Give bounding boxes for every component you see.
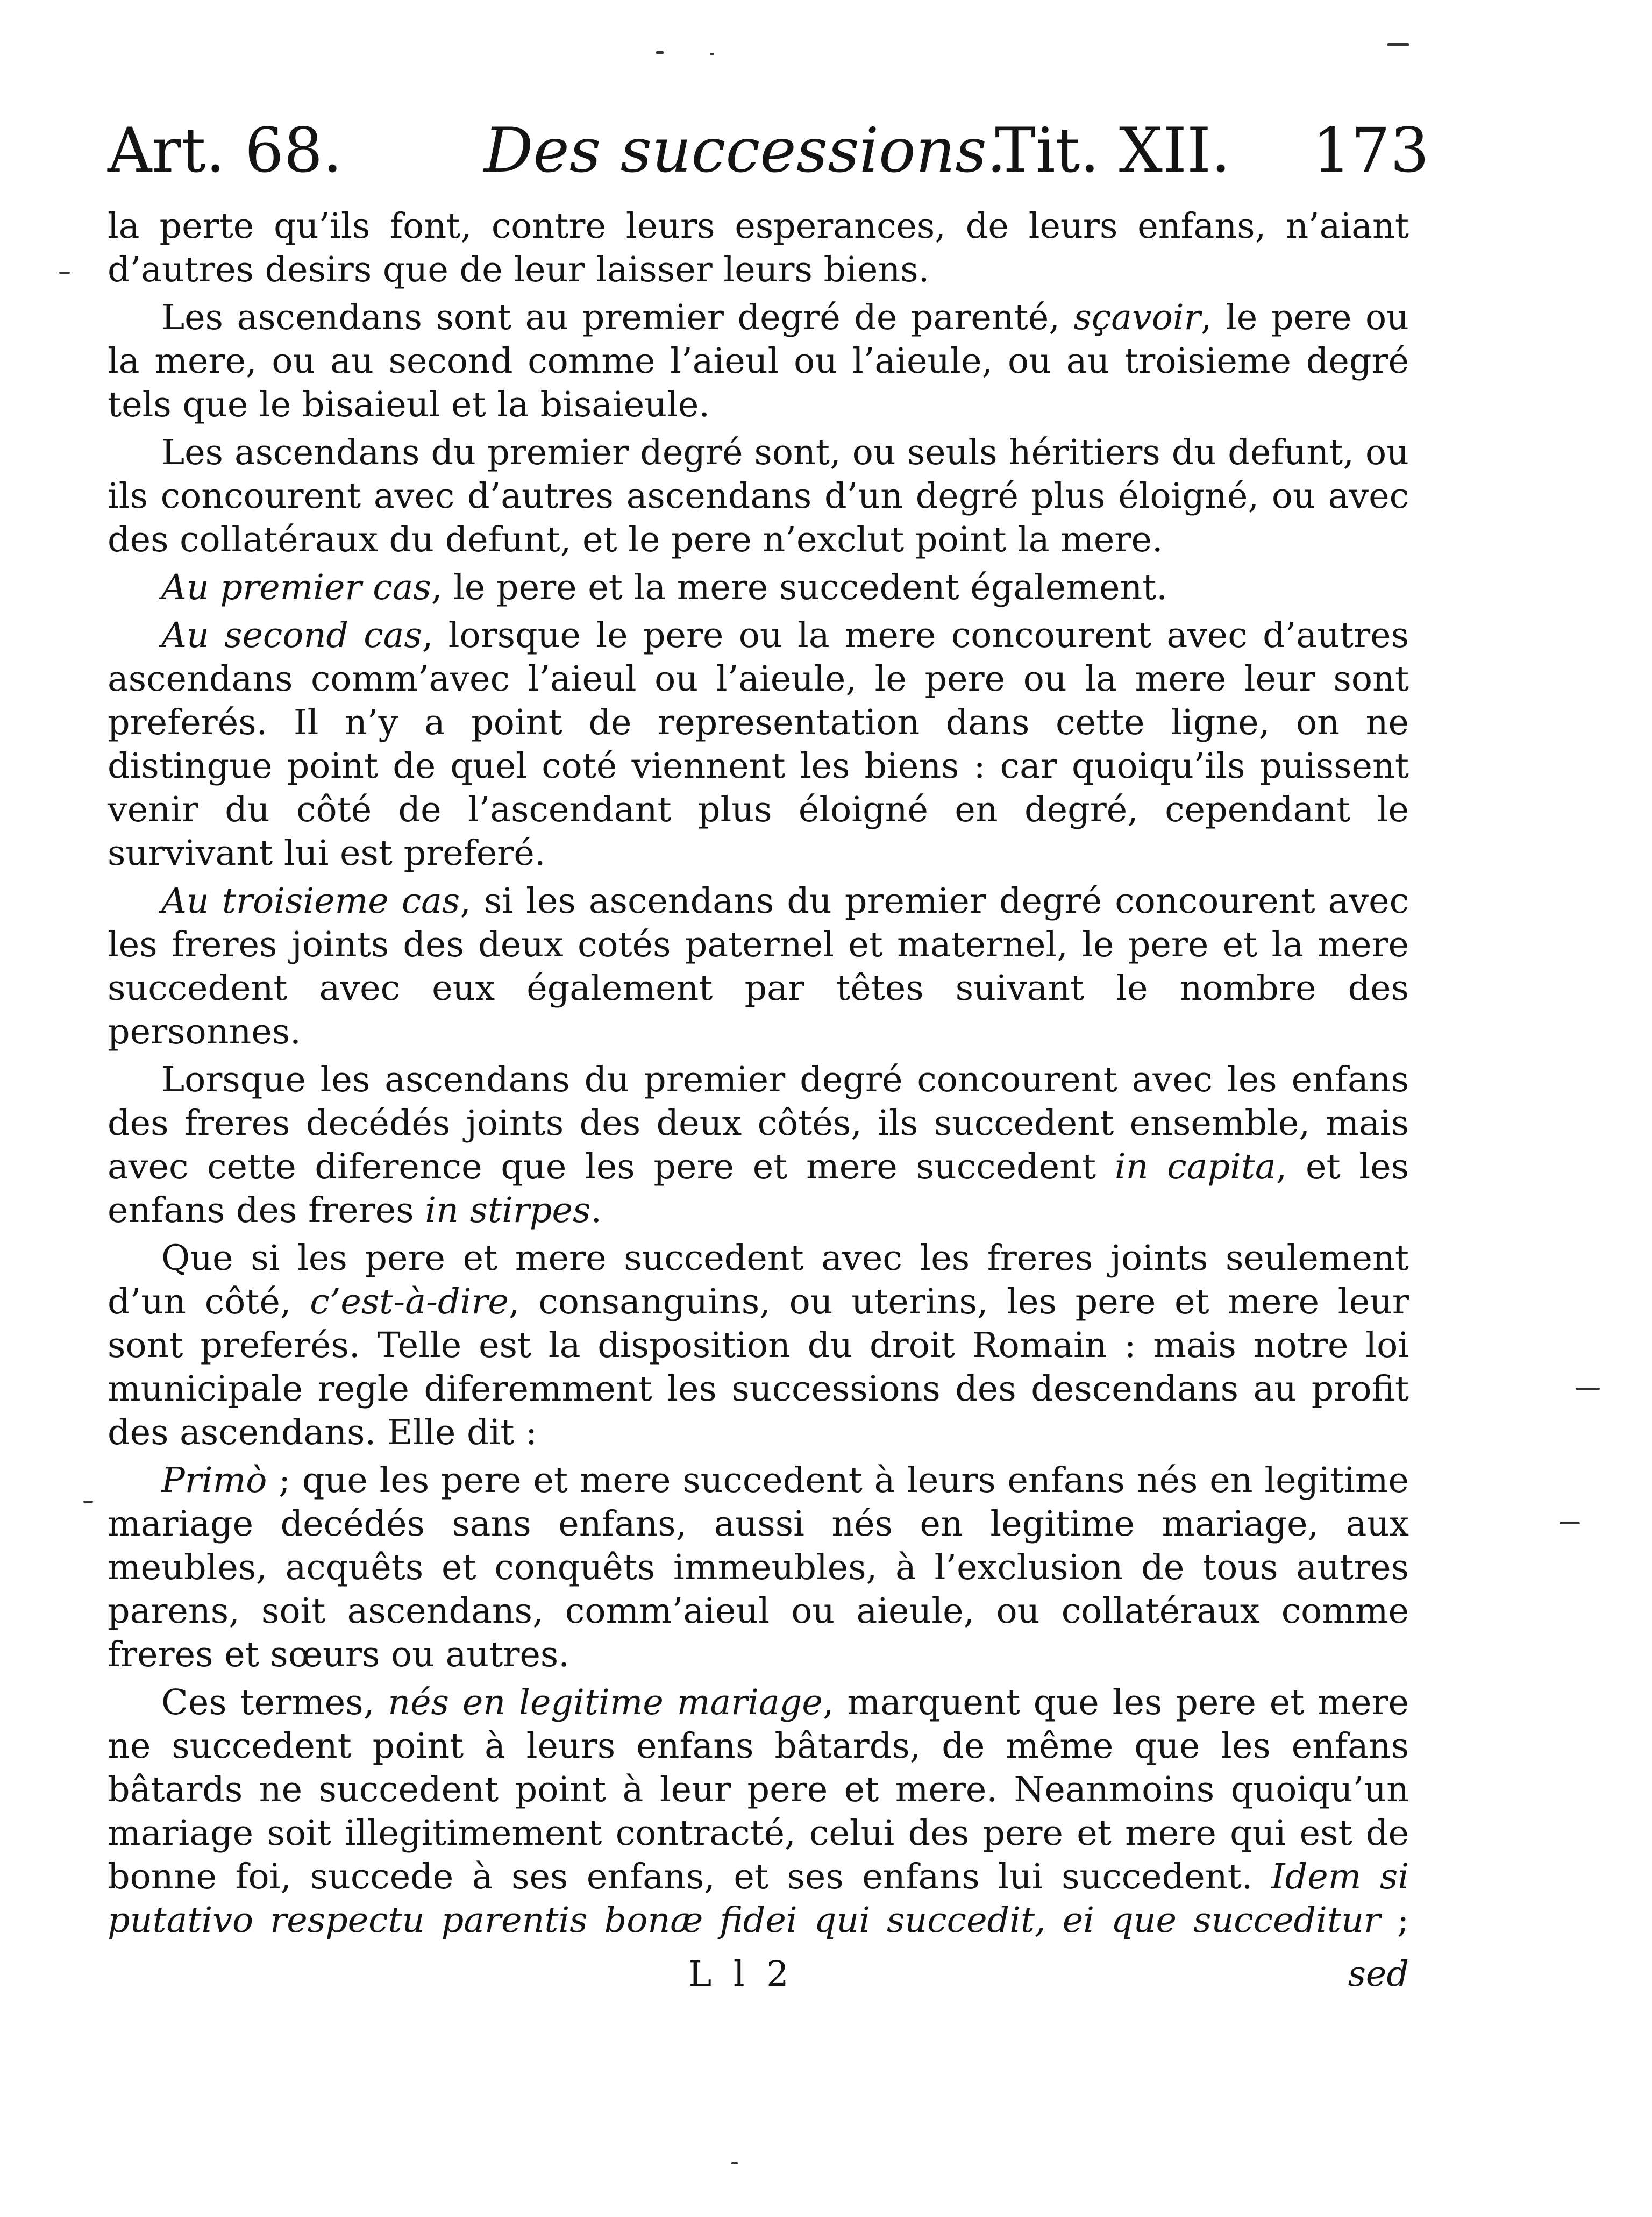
catchword: sed — [1348, 1954, 1409, 1994]
text-run: la perte qu’ils font, contre leurs esperances, de leurs enfans, n’aiant d’autres desirs que de leur laisser leurs biens. — [108, 206, 1409, 290]
text-run: , marquent que les pere et mere ne succedent point à leurs enfans bâtards, de même que les enfans bâtards ne succedent point à leur pere et mere. Neanmoins quoiqu’un mariage soit illegitimement contracté, celui des pere et mere qui est de bonne foi, succede à ses enfans, et ses enfans lui succedent. — [108, 1682, 1409, 1897]
article-number: Art. 68. — [108, 115, 343, 186]
italic-text: c’est-à-dire — [310, 1282, 509, 1322]
scan-speck — [731, 2162, 738, 2164]
paragraph — [108, 1681, 1409, 1942]
scan-speck — [1387, 43, 1409, 46]
page-body — [108, 204, 1409, 1942]
text-run: , le pere ou la mere, ou au second comme l’aieul ou l’aieule, ou au troisieme degré tels que le bisaieul et la bisaieule. — [108, 297, 1409, 425]
signature-mark: L l 2 — [688, 1954, 794, 1994]
paragraph — [108, 1459, 1409, 1676]
italic-text: in capita — [1114, 1147, 1276, 1187]
running-header — [108, 97, 1429, 204]
text-run: Ces termes, — [161, 1682, 388, 1723]
paragraph — [108, 296, 1409, 427]
book-page — [108, 97, 1429, 2001]
text-run: , consanguins, ou uterins, les pere et mere leur sont preferés. Telle est la disposition du droit Romain : mais notre loi municipale regle diferemment les successions des descendans au profit des ascendans. Elle dit : — [108, 1282, 1409, 1453]
italic-text: Primò — [161, 1460, 267, 1501]
scan-speck — [83, 1501, 93, 1503]
scan-speck — [656, 51, 664, 54]
scan-speck — [59, 272, 70, 274]
text-run: , lorsque le pere ou la mere concourent avec d’autres ascendans comm’avec l’aieul ou l’aieule, le pere ou la mere leur sont preferés. Il n’y a point de representation dans cette ligne, on ne distingue point de quel coté viennent les biens : car quoiqu’ils puissent venir du côté de l’ascendant plus éloigné en degré, cependant le survivant lui est preferé. — [108, 615, 1409, 873]
italic-text: sçavoir — [1073, 297, 1201, 338]
scan-speck — [710, 53, 714, 55]
italic-text: in stirpes — [425, 1190, 591, 1231]
text-run: Que si les pere et mere succedent avec les freres joints seulement d’un côté, — [108, 1238, 1409, 1322]
italic-text: Au second cas — [161, 615, 422, 656]
text-run: . — [590, 1190, 602, 1231]
text-run: ; que les pere et mere succedent à leurs enfans nés en legitime mariage decédés sans enfans, aussi nés en legitime mariage, aux meubles, acquêts et conquêts immeubles, à l’exclusion de tous autres parens, soit ascendans, comm’aieul ou aieule, ou collatéraux comme freres et sœurs ou autres. — [108, 1460, 1409, 1675]
running-title: Des successions. — [484, 115, 1006, 186]
italic-text: Au premier cas — [161, 567, 431, 608]
italic-text: nés en legitime mariage — [388, 1682, 823, 1723]
text-run: ; — [1380, 1900, 1409, 1941]
text-run: Les ascendans du premier degré sont, ou seuls héritiers du defunt, ou ils concourent avec d’autres ascendans d’un degré plus éloigné, ou avec des collatéraux du defunt, et le pere n’exclut point la mere. — [108, 432, 1409, 560]
paragraph — [108, 1237, 1409, 1454]
text-run: , et les enfans des freres — [108, 1147, 1409, 1231]
paragraph — [108, 204, 1409, 292]
paragraph — [108, 879, 1409, 1054]
text-run: , le pere et la mere succedent également. — [431, 567, 1168, 608]
text-run: Lorsque les ascendans du premier degré concourent avec les enfans des freres decédés joints des deux côtés, ils succedent ensemble, mais avec cette diference que les pere et mere succedent — [108, 1060, 1409, 1187]
text-run: , si les ascendans du premier degré concourent avec les freres joints des deux cotés paternel et maternel, le pere et la mere succedent avec eux également par têtes suivant le nombre des personnes. — [108, 881, 1409, 1052]
title-number: Tit. XII. — [995, 115, 1231, 186]
paragraph — [108, 1058, 1409, 1232]
italic-text: Au troisieme cas — [161, 881, 460, 921]
text-run: Les ascendans sont au premier degré de parenté, — [161, 297, 1074, 338]
italic-text: Idem si putativo respectu parentis bonæ fidei qui succedit, ei que succeditur — [108, 1857, 1409, 1941]
scan-speck — [1560, 1522, 1580, 1524]
page-footer — [108, 1948, 1409, 2001]
paragraph — [108, 431, 1409, 562]
paragraph — [108, 566, 1409, 609]
scan-speck — [1576, 1388, 1600, 1390]
paragraph — [108, 614, 1409, 875]
page-number: 173 — [1312, 115, 1429, 186]
